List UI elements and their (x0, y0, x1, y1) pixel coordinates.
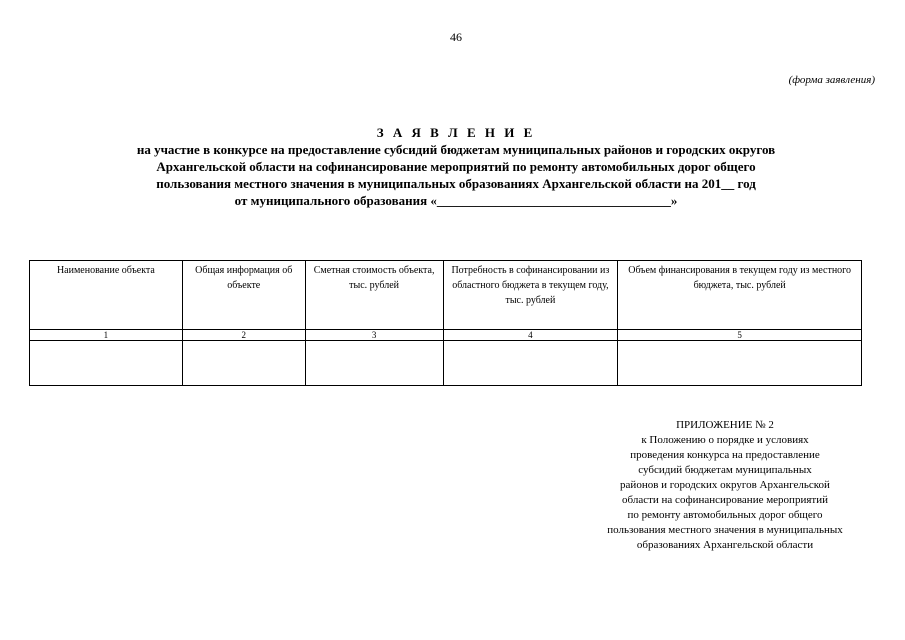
appendix-block (575, 418, 875, 553)
column-number: 1 (30, 330, 183, 341)
appendix-line: образованиях Архангельской области (636, 539, 814, 551)
column-number: 2 (182, 330, 305, 341)
column-number: 3 (305, 330, 443, 341)
appendix-line: области на софинансирование мероприятий (622, 494, 828, 506)
column-number-row (30, 330, 862, 341)
application-table (29, 260, 862, 386)
table-cell (305, 341, 443, 386)
form-note: (форма заявления) (788, 74, 875, 86)
application-title: З А Я В Л Е Н И Е (376, 125, 536, 140)
page-number: 46 (450, 30, 462, 44)
table-cell (30, 341, 183, 386)
table-cell (618, 341, 862, 386)
appendix-line: субсидий бюджетам муниципальных (638, 464, 812, 476)
column-number: 4 (443, 330, 618, 341)
appendix-line: районов и городских округов Архангельской (620, 479, 830, 491)
table-cell (182, 341, 305, 386)
application-title-block (60, 124, 852, 209)
table-cell (443, 341, 618, 386)
column-header: Наименование объекта (30, 261, 183, 330)
table-header-row (30, 261, 862, 330)
column-header: Сметная стоимость объекта, тыс. рублей (305, 261, 443, 330)
column-header: Общая информация об объекте (182, 261, 305, 330)
subtitle-line: пользования местного значения в муниципальных образованиях Архангельской области на 201__ год (156, 176, 756, 191)
column-header: Объем финансирования в текущем году из местного бюджета, тыс. рублей (618, 261, 862, 330)
appendix-line: пользования местного значения в муниципальных (607, 524, 843, 536)
column-header: Потребность в софинансировании из областного бюджета в текущем году, тыс. рублей (443, 261, 618, 330)
table-row (30, 341, 862, 386)
appendix-line: проведения конкурса на предоставление (630, 449, 820, 461)
column-number: 5 (618, 330, 862, 341)
appendix-title: ПРИЛОЖЕНИЕ № 2 (676, 419, 774, 431)
appendix-line: по ремонту автомобильных дорог общего (627, 509, 823, 521)
appendix-line: к Положению о порядке и условиях (641, 434, 809, 446)
subtitle-line: Архангельской области на софинансирование мероприятий по ремонту автомобильных дорог общего (156, 159, 756, 174)
subtitle-line: от муниципального образования «____________________________________» (234, 193, 678, 208)
subtitle-line: на участие в конкурсе на предоставление субсидий бюджетам муниципальных районов и городских округов (136, 142, 776, 157)
